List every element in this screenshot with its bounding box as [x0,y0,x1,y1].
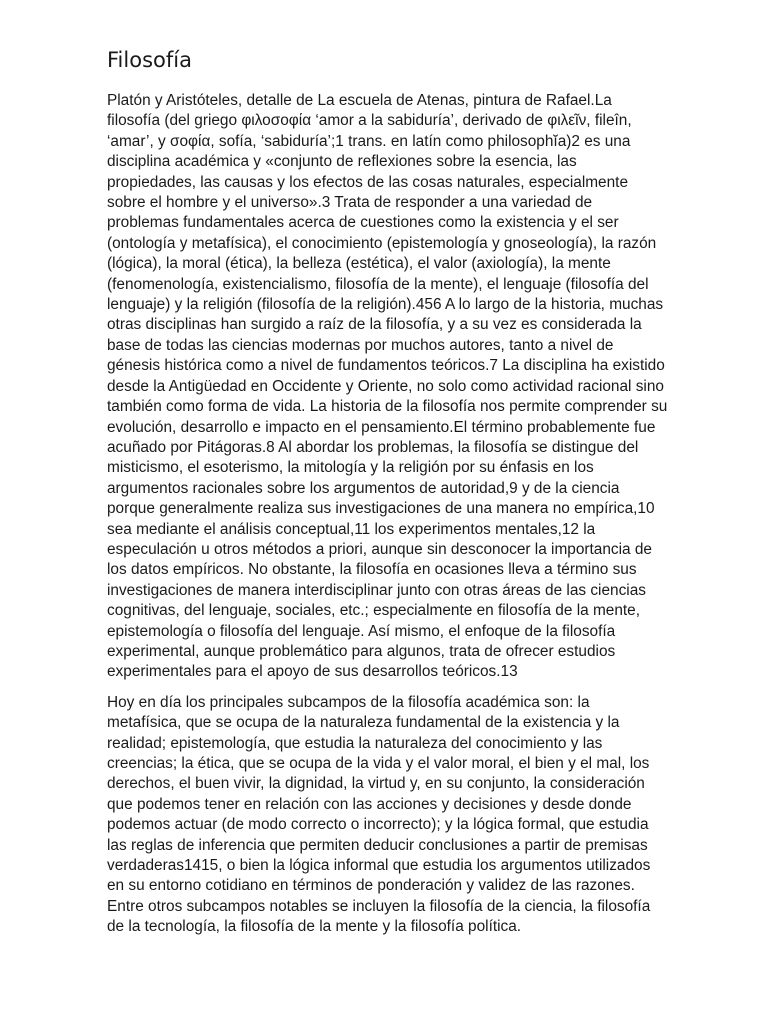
document-title: Filosofía [107,48,192,72]
paragraph-intro: Platón y Aristóteles, detalle de La escuela de Atenas, pintura de Rafael.La filosofía (del griego φιλοσοφία ‘amor a la sabiduría’, derivado de φιλεῖν, fileîn, ‘amar’, y σοφία, sofía, ‘sabiduría’;1 trans. en latín como philosophĭa)2 es una disciplina académica y «conjunto de reflexiones sobre la esencia, las propiedades, las causas y los efectos de las cosas naturales, especialmente sobre el hombre y el universo».3 Trata de responder a una variedad de problemas fundamentales acerca de cuestiones como la existencia y el ser (ontología y metafísica), el conocimiento (epistemología y gnoseología), la razón (lógica), la moral (ética), la belleza (estética), el valor (axiología), la mente (fenomenología, existencialismo, filosofía de la mente), el lenguaje (filosofía del lenguaje) y la religión (filosofía de la religión).456 A lo largo de la historia, muchas otras disciplinas han surgido a raíz de la filosofía, y a su vez es considerada la base de todas las ciencias modernas por muchos autores, tanto a nivel de génesis histórica como a nivel de fundamentos teóricos.7 La disciplina ha existido desde la Antigüedad en Occidente y Oriente, no solo como actividad racional sino también como forma de vida. La historia de la filosofía nos permite comprender su evolución, desarrollo e impacto en el pensamiento.El término probablemente fue acuñado por Pitágoras.8 Al abordar los problemas, la filosofía se distingue del misticismo, el esoterismo, la mitología y la religión por su énfasis en los argumentos racionales sobre los argumentos de autoridad,9 y de la ciencia porque generalmente realiza sus investigaciones de una manera no empírica,10 sea mediante el análisis conceptual,11 los experimentos mentales,12 la especulación u otros métodos a priori, aunque sin desconocer la importancia de los datos empíricos. No obstante, la filosofía en ocasiones lleva a término sus investigaciones de manera interdisciplinar junto con otras áreas de las ciencias cognitivas, del lenguaje, sociales, etc.; especialmente en filosofía de la mente, epistemología o filosofía del lenguaje. Así mismo, el enfoque de la filosofía experimental, aunque problemático para algunos, trata de ofrecer estudios experimentales para el apoyo de sus desarrollos teóricos.13 [107,92,668,681]
paragraph-subfields: Hoy en día los principales subcampos de la filosofía académica son: la metafísica, que se ocupa de la naturaleza fundamental de la existencia y la realidad; epistemología, que estudia la naturaleza del conocimiento y las creencias; la ética, que se ocupa de la vida y el valor moral, el bien y el mal, los derechos, el buen vivir, la dignidad, la virtud y, en su conjunto, la consideración que podemos tener en relación con las acciones y decisiones y desde donde podemos actuar (de modo correcto o incorrecto); y la lógica formal, que estudia las reglas de inferencia que permiten deducir conclusiones a partir de premisas verdaderas1415, o bien la lógica informal que estudia los argumentos utilizados en su entorno cotidiano en términos de ponderación y validez de las razones. Entre otros subcampos notables se incluyen la filosofía de la ciencia, la filosofía de la tecnología, la filosofía de la mente y la filosofía política. [107,693,651,936]
